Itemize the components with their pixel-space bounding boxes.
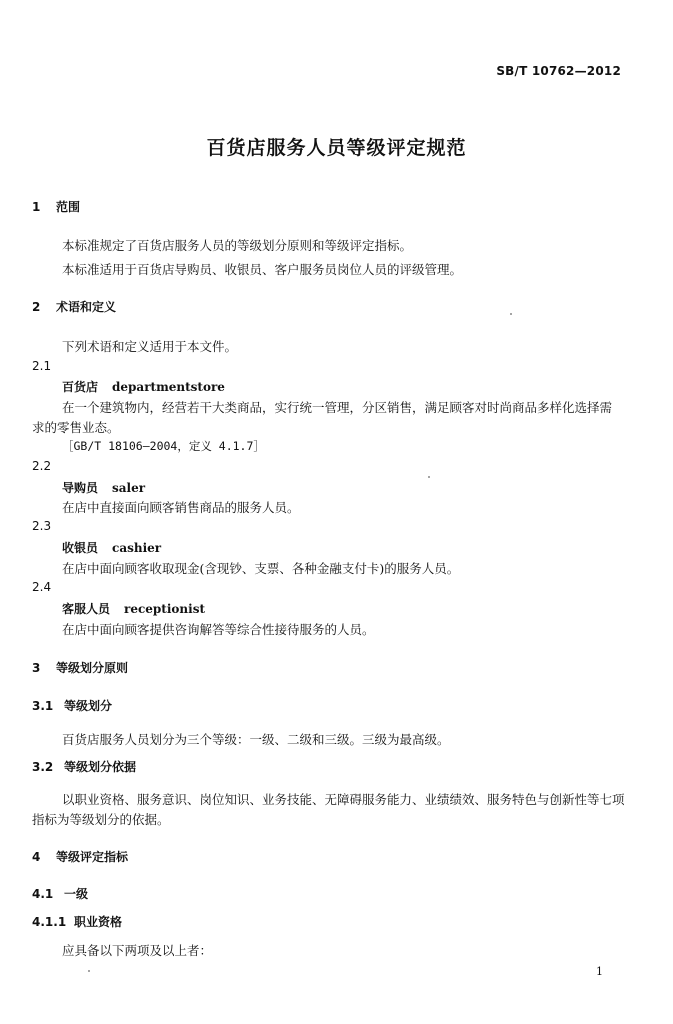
term-2-2-definition: 在店中直接面向顾客销售商品的服务人员。 bbox=[62, 500, 300, 515]
term-2-1-definition-line-1: 在一个建筑物内，经营若干大类商品，实行统一管理，分区销售，满足顾客对时尚商品多样化选择需 bbox=[62, 400, 613, 415]
standard-code: SB/T 10762—2012 bbox=[496, 64, 621, 78]
scan-speck bbox=[510, 313, 512, 315]
clause-3-2-text-line-1: 以职业资格、服务意识、岗位知识、业务技能、无障碍服务能力、业绩绩效、服务特色与创新性等七项 bbox=[62, 792, 625, 807]
section-number: 1 bbox=[32, 200, 41, 214]
term-zh: 导购员 bbox=[62, 481, 99, 495]
term-2-1-definition-line-2: 求的零售业态。 bbox=[32, 420, 120, 435]
clause-title: 一级 bbox=[64, 887, 89, 901]
term-zh: 百货店 bbox=[62, 380, 99, 394]
section-number: 3 bbox=[32, 661, 41, 675]
section-number: 2 bbox=[32, 300, 41, 314]
clause-3-2-text-line-2: 指标为等级划分的依据。 bbox=[32, 812, 170, 827]
section-1-paragraph-2: 本标准适用于百货店导购员、收银员、客户服务员岗位人员的评级管理。 bbox=[62, 262, 463, 277]
clause-title: 等级划分依据 bbox=[64, 760, 137, 774]
clause-4-1-1-heading bbox=[32, 913, 122, 930]
clause-3-2-heading bbox=[32, 758, 136, 775]
clause-number: 3.2 bbox=[32, 760, 54, 774]
term-2-4-definition: 在店中面向顾客提供咨询解答等综合性接待服务的人员。 bbox=[62, 622, 375, 637]
section-1-paragraph-1: 本标准规定了百货店服务人员的等级划分原则和等级评定指标。 bbox=[62, 238, 413, 253]
clause-number: 4.1 bbox=[32, 887, 54, 901]
clause-3-1-heading bbox=[32, 697, 112, 714]
clause-number: 4.1.1 bbox=[32, 915, 67, 929]
term-2-1-heading bbox=[62, 378, 225, 395]
term-zh: 收银员 bbox=[62, 541, 99, 555]
document-title: 百货店服务人员等级评定规范 bbox=[206, 137, 467, 159]
section-3-heading bbox=[32, 659, 128, 676]
section-1-heading bbox=[32, 198, 80, 215]
section-number: 4 bbox=[32, 850, 41, 864]
term-en: receptionist bbox=[124, 602, 205, 616]
term-2-3-heading bbox=[62, 539, 161, 556]
term-en: departmentstore bbox=[112, 380, 225, 394]
clause-4-1-heading bbox=[32, 885, 88, 902]
page-number: 1 bbox=[596, 965, 603, 978]
term-2-1-source: ［GB/T 18106—2004，定义 4.1.7］ bbox=[62, 439, 265, 453]
section-title: 术语和定义 bbox=[56, 300, 117, 314]
term-zh: 客服人员 bbox=[62, 602, 111, 616]
section-title: 等级划分原则 bbox=[56, 661, 129, 675]
term-2-1-number: 2.1 bbox=[32, 359, 52, 373]
clause-4-1-1-text: 应具备以下两项及以上者： bbox=[62, 943, 213, 958]
clause-title: 职业资格 bbox=[74, 915, 123, 929]
section-4-heading bbox=[32, 848, 128, 865]
section-2-intro: 下列术语和定义适用于本文件。 bbox=[62, 339, 238, 354]
term-en: cashier bbox=[112, 541, 162, 555]
term-2-4-number: 2.4 bbox=[32, 580, 52, 594]
term-2-2-heading bbox=[62, 479, 145, 496]
term-2-3-definition: 在店中面向顾客收取现金(含现钞、支票、各种金融支付卡)的服务人员。 bbox=[62, 561, 460, 576]
clause-number: 3.1 bbox=[32, 699, 54, 713]
clause-title: 等级划分 bbox=[64, 699, 113, 713]
clause-3-1-text: 百货店服务人员划分为三个等级：一级、二级和三级。三级为最高级。 bbox=[62, 732, 450, 747]
term-2-4-heading bbox=[62, 600, 205, 617]
section-title: 范围 bbox=[56, 200, 81, 214]
scan-speck bbox=[428, 476, 430, 478]
section-title: 等级评定指标 bbox=[56, 850, 129, 864]
section-2-heading bbox=[32, 298, 116, 315]
term-2-3-number: 2.3 bbox=[32, 519, 52, 533]
term-2-2-number: 2.2 bbox=[32, 459, 52, 473]
scan-speck bbox=[88, 970, 90, 972]
term-en: saler bbox=[112, 481, 146, 495]
